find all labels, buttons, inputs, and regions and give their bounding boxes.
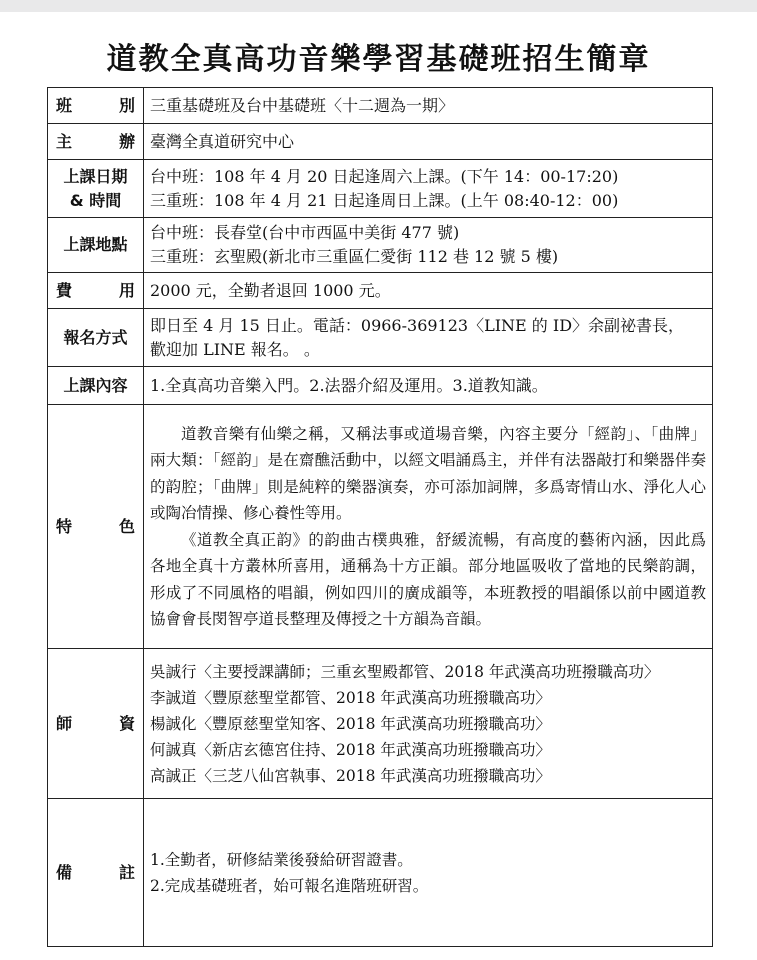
- note-item: 2.完成基礎班者，始可報名進階班研習。: [150, 876, 429, 895]
- location-taichung: 台中班：長春堂(台中市西區中美街 477 號): [150, 223, 460, 242]
- label-teachers: 師 資: [48, 649, 144, 799]
- label-schedule-line-1: 上課日期: [63, 166, 128, 186]
- features-paragraph-2: 《道教全真正韵》的韵曲古樸典雅，舒緩流暢，有高度的藝術內涵，因此爲各地全真十方叢林所喜用，通稱為十方正韻。部分地區吸收了當地的民樂韵調，形成了不同風格的唱韻，例如四川的廣成韻等，本班教授的唱韻係以前中國道教協會會長閔智亭道長整理及傳授之十方韻為音韻。: [150, 530, 706, 628]
- row-features: [48, 405, 713, 649]
- value-teachers: [144, 649, 713, 799]
- value-content: 1.全真高功音樂入門。2.法器介紹及運用。3.道教知識。: [144, 367, 713, 405]
- label-host: 主 辦: [48, 124, 144, 160]
- label-features: 特 色: [48, 405, 144, 649]
- row-teachers: [48, 649, 713, 799]
- schedule-sanchong: 三重班：108 年 4 月 21 日起逢周日上課。(上午 08:40-12：00): [150, 190, 619, 210]
- label-schedule-line-2: & 時間: [69, 190, 122, 210]
- row-host: [48, 124, 713, 160]
- label-class: 班 別: [48, 88, 144, 124]
- label-schedule: [48, 160, 144, 218]
- value-registration: [144, 309, 713, 367]
- registration-line-1: 即日至 4 月 15 日止。電話：0966-369123〈LINE 的 ID〉余副祕書長，: [150, 315, 685, 335]
- schedule-taichung: 台中班：108 年 4 月 20 日起逢周六上課。(下午 14：00-17:20): [150, 166, 619, 186]
- teacher-item: 高誠正〈三芝八仙宮執事、2018 年武漢高功班撥職高功〉: [150, 766, 551, 785]
- value-class: 三重基礎班及台中基礎班〈十二週為一期〉: [144, 88, 713, 124]
- value-location: [144, 218, 713, 273]
- note-item: 1.全勤者，研修結業後發給研習證書。: [150, 850, 413, 869]
- label-location: 上課地點: [48, 218, 144, 273]
- row-fee: [48, 273, 713, 309]
- value-host: 臺灣全真道研究中心: [144, 124, 713, 160]
- teacher-item: 吳誠行〈主要授課講師；三重玄聖殿都管、2018 年武漢高功班撥職高功〉: [150, 662, 660, 681]
- teacher-item: 李誠道〈豐原慈聖堂都管、2018 年武漢高功班撥職高功〉: [150, 688, 551, 707]
- enrollment-table: [47, 87, 713, 947]
- value-features: [144, 405, 713, 649]
- registration-line-2: 歡迎加 LINE 報名。 。: [150, 339, 320, 359]
- row-registration: [48, 309, 713, 367]
- features-paragraph-1: 道教音樂有仙樂之稱，又稱法事或道場音樂，內容主要分「經韵」、「曲牌」兩大類：「經韵」是在齋醮活動中，以經文唱誦爲主，并伴有法器敲打和樂器伴奏的韵腔；「曲牌」則是純粹的樂器演奏，亦可添加詞牌，多爲寄情山水、淨化人心或陶冶情操、修心養性等用。: [150, 424, 706, 522]
- top-bar: [0, 0, 757, 12]
- row-content: [48, 367, 713, 405]
- teacher-item: 楊誠化〈豐原慈聖堂知客、2018 年武漢高功班撥職高功〉: [150, 714, 551, 733]
- value-notes: [144, 799, 713, 947]
- row-location: [48, 218, 713, 273]
- label-content: 上課內容: [48, 367, 144, 405]
- value-schedule: [144, 160, 713, 218]
- label-registration: 報名方式: [48, 309, 144, 367]
- value-fee: 2000 元，全勤者退回 1000 元。: [144, 273, 713, 309]
- teacher-item: 何誠真〈新店玄德宮住持、2018 年武漢高功班撥職高功〉: [150, 740, 551, 759]
- location-sanchong: 三重班：玄聖殿(新北市三重區仁愛街 112 巷 12 號 5 樓): [150, 247, 559, 266]
- row-class: [48, 88, 713, 124]
- label-fee: 費 用: [48, 273, 144, 309]
- label-notes: 備 註: [48, 799, 144, 947]
- page-title: 道教全真高功音樂學習基礎班招生簡章: [106, 42, 651, 77]
- row-schedule: [48, 160, 713, 218]
- row-notes: [48, 799, 713, 947]
